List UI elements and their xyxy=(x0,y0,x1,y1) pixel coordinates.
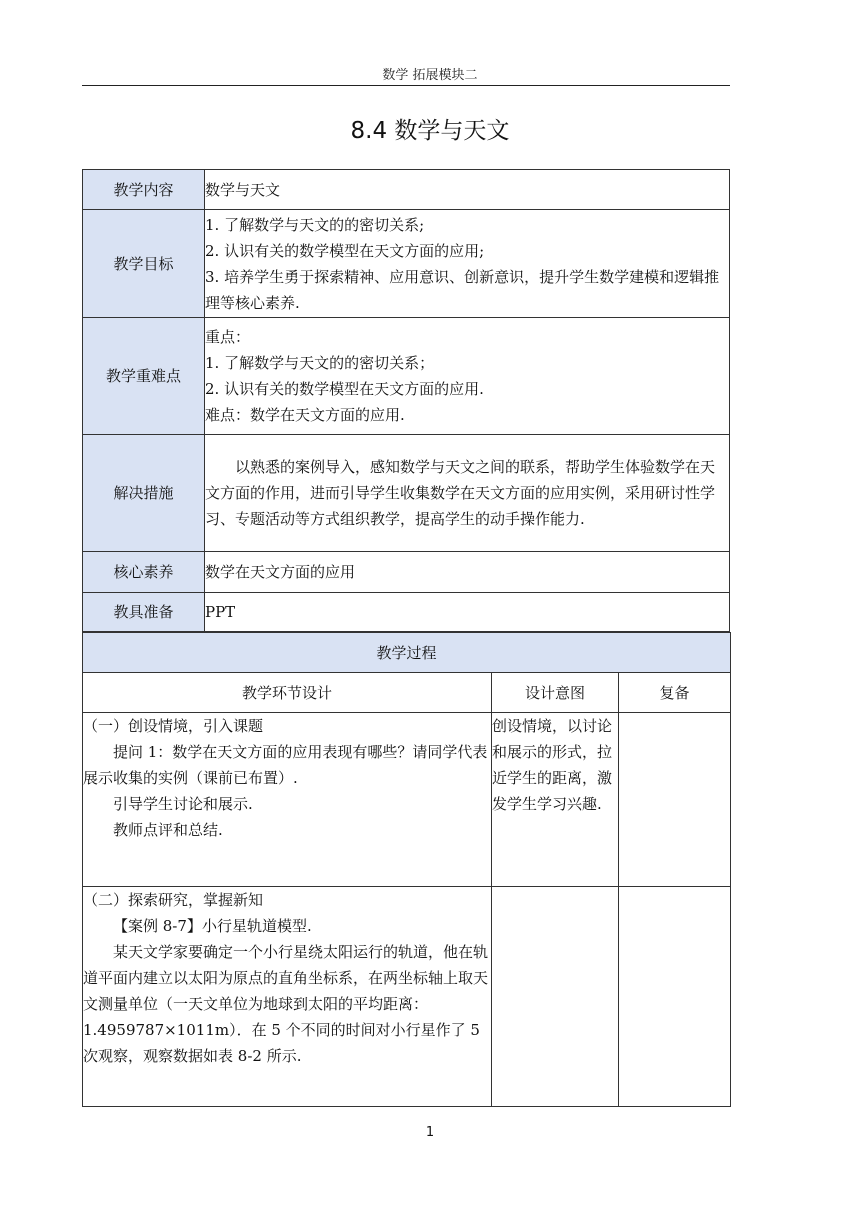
key-point-line: 重点： xyxy=(205,328,251,346)
case-body: 某天文学家要确定一个小行星绕太阳运行的轨道，他在轨道平面内建立以太阳为原点的直角坐标系，在两坐标轴上取天文测量单位（一天文单位为地球到太阳的平均距离：1.4959787×1011m）．在 5 个不同的时间对小行星作了 5 次观察，观察数据如表 8-2 所示. xyxy=(83,943,489,1065)
row-core xyxy=(83,552,730,593)
value-tools: PPT xyxy=(205,593,730,632)
goal-line: 2. 认识有关的数学模型在天文方面的应用; xyxy=(205,241,485,260)
intent-intro: 创设情境，以讨论和展示的形式，拉近学生的距离，激发学生学习兴趣. xyxy=(492,713,619,887)
label-goals: 教学目标 xyxy=(83,210,205,318)
label-core: 核心素养 xyxy=(83,552,205,593)
summary-text: 教师点评和总结. xyxy=(113,821,223,839)
review-explore xyxy=(619,887,731,1107)
key-point-line: 2. 认识有关的数学模型在天文方面的应用. xyxy=(205,380,484,398)
goal-line: 1. 了解数学与天文的的密切关系; xyxy=(205,215,425,234)
label-tools: 教具准备 xyxy=(83,593,205,632)
page-header: 数学 拓展模块二 xyxy=(382,68,478,83)
column-header-review: 复备 xyxy=(619,673,731,713)
stage-intro xyxy=(83,713,492,887)
methods-text: 以熟悉的案例导入，感知数学与天文之间的联系，帮助学生体验数学在天文方面的作用，进而引导学生收集数学在天文方面的应用实例，采用研讨性学习、专题活动等方式组织教学，提高学生的动手操作能力. xyxy=(205,458,716,528)
value-content: 数学与天文 xyxy=(205,170,730,210)
lesson-info-table xyxy=(82,169,730,632)
column-header-stage: 教学环节设计 xyxy=(83,673,492,713)
key-point-line: 难点：数学在天文方面的应用. xyxy=(205,406,405,424)
teaching-process-table xyxy=(82,632,731,1107)
row-methods xyxy=(83,435,730,552)
section-heading: （一）创设情境，引入课题 xyxy=(83,717,264,735)
intent-explore xyxy=(492,887,619,1107)
section-heading: （二）探索研究，掌握新知 xyxy=(83,891,264,909)
page-title: 8.4 数学与天文 xyxy=(350,118,510,144)
value-goals xyxy=(205,210,730,318)
case-title: 小行星轨道模型. xyxy=(201,917,312,935)
label-methods: 解决措施 xyxy=(83,435,205,552)
question-text: 提问 1：数学在天文方面的应用表现有哪些？请同学代表展示收集的实例（课前已布置）. xyxy=(83,743,488,787)
header-divider xyxy=(82,85,730,86)
label-key-points: 教学重难点 xyxy=(83,318,205,435)
case-tag: 【案例 8-7】 xyxy=(113,917,202,935)
guide-text: 引导学生讨论和展示. xyxy=(113,795,253,813)
case-title-line xyxy=(83,913,491,939)
column-header-intent: 设计意图 xyxy=(492,673,619,713)
goal-line: 3. 培养学生勇于探索精神、应用意识、创新意识，提升学生数学建模和逻辑推理等核心素养. xyxy=(205,267,720,312)
value-methods xyxy=(205,435,730,552)
page-number: 1 xyxy=(425,1125,435,1140)
review-intro xyxy=(619,713,731,887)
process-title: 教学过程 xyxy=(83,633,731,673)
row-content xyxy=(83,170,730,210)
value-key-points xyxy=(205,318,730,435)
label-content: 教学内容 xyxy=(83,170,205,210)
value-core: 数学在天文方面的应用 xyxy=(205,552,730,593)
row-goals xyxy=(83,210,730,318)
key-point-line: 1. 了解数学与天文的的密切关系； xyxy=(205,354,435,372)
row-tools xyxy=(83,593,730,632)
stage-explore xyxy=(83,887,492,1107)
row-key-points xyxy=(83,318,730,435)
